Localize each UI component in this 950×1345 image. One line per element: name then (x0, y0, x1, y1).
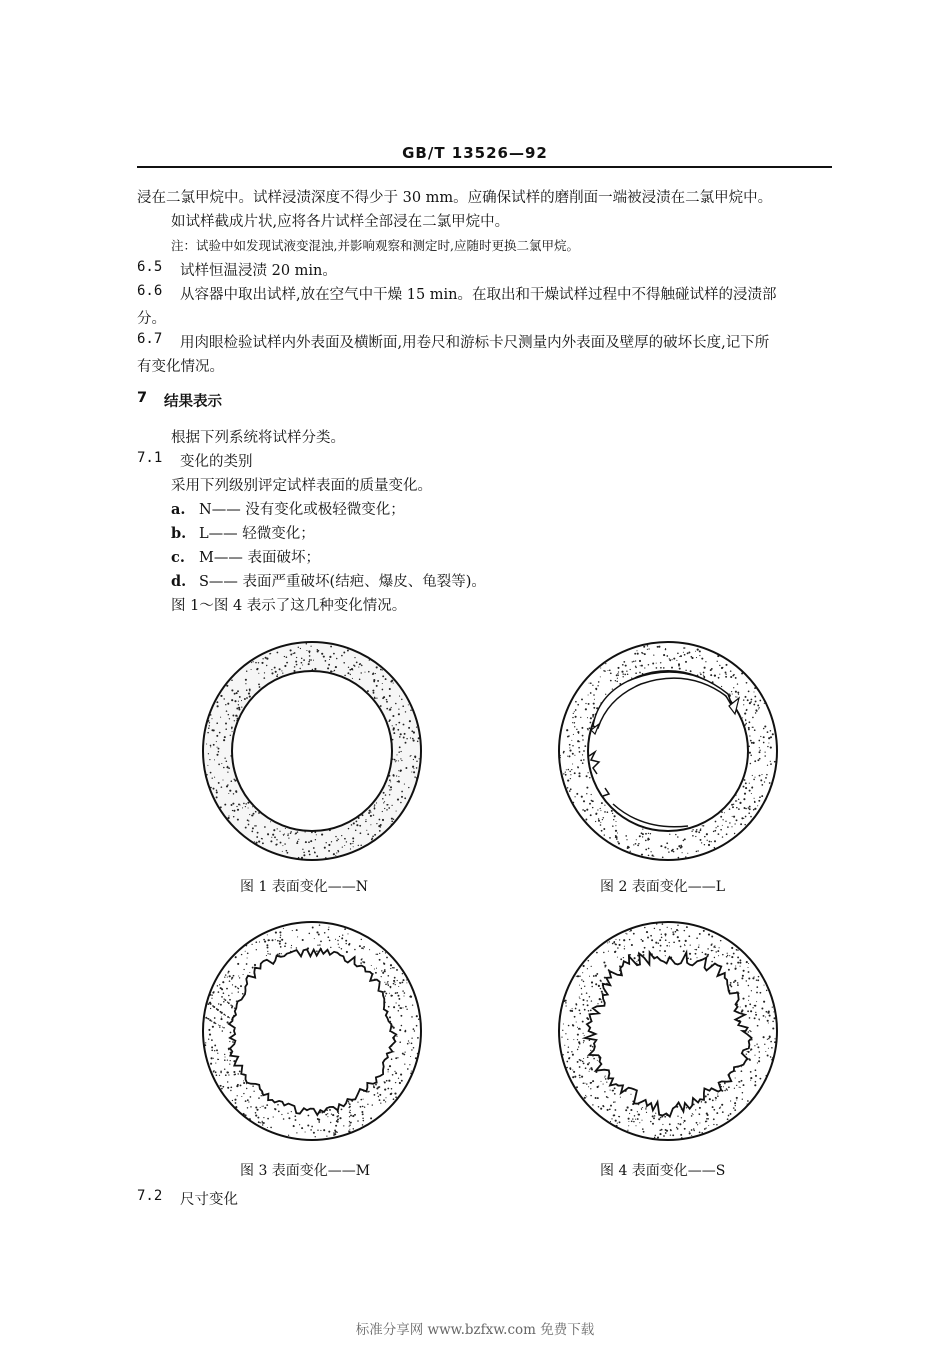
section-7-text: 根据下列系统将试样分类。 (171, 430, 345, 446)
list-item-text: N—— 没有变化或极轻微变化； (199, 502, 405, 518)
list-item-label: b. (171, 525, 187, 542)
figure-4-ring (553, 916, 783, 1146)
footer-watermark: 标准分享网 www.bzfxw.com 免费下载 (355, 1322, 595, 1338)
list-item-label: a. (171, 501, 186, 518)
section-6-6-text: 从容器中取出试样,放在空气中干燥 15 min。在取出和干燥试样过程中不得触碰试样的浸渍部 (180, 287, 777, 303)
section-7-title: 结果表示 (164, 394, 222, 410)
section-6-5-text: 试样恒温浸渍 20 min。 (180, 263, 337, 279)
section-7-2-title: 尺寸变化 (180, 1192, 238, 1208)
figure-4-damage (585, 952, 752, 1116)
section-6-6-text-cont: 分。 (137, 311, 166, 327)
section-7-1-title: 变化的类别 (180, 454, 253, 470)
figure-3-ring (197, 916, 427, 1146)
list-item-label: c. (171, 549, 185, 566)
list-item-text: L—— 轻微变化； (199, 526, 315, 542)
list-item-label: d. (171, 573, 187, 590)
figure-1-ring (197, 636, 427, 866)
list-item (171, 546, 320, 567)
section-7-2-number: 7.2 (137, 1188, 163, 1204)
section-6-7-text-cont: 有变化情况。 (137, 359, 224, 375)
standard-header: GB/T 13526—92 (402, 144, 548, 162)
list-item (171, 570, 486, 591)
list-item (171, 522, 315, 543)
body-line-1: 浸在二氯甲烷中。试样浸渍深度不得少于 30 mm。应确保试样的磨削面一端被浸渍在二氯甲烷中。 (137, 190, 773, 206)
list-item (171, 498, 405, 519)
figures-intro: 图 1～图 4 表示了这几种变化情况。 (171, 598, 407, 614)
figure-2-ring (553, 636, 783, 866)
figure-3-damage (229, 949, 396, 1115)
section-7-number: 7 (137, 390, 148, 406)
section-7-1-text: 采用下列级别评定试样表面的质量变化。 (171, 478, 432, 494)
section-6-6-number: 6.6 (137, 283, 163, 299)
section-7-1-number: 7.1 (137, 450, 163, 466)
section-6-7-number: 6.7 (137, 331, 163, 347)
list-item-text: M—— 表面破坏； (199, 550, 320, 566)
section-6-7-text: 用肉眼检验试样内外表面及横断面,用卷尺和游标卡尺测量内外表面及壁厚的破坏长度,记下所 (180, 335, 770, 351)
figure-4-caption: 图 4 表面变化——S (600, 1163, 726, 1179)
figure-2-caption: 图 2 表面变化——L (600, 879, 726, 895)
figure-3-caption: 图 3 表面变化——M (240, 1163, 371, 1179)
note: 注：试验中如发现试液变混浊,并影响观察和测定时,应随时更换二氯甲烷。 (171, 238, 579, 253)
body-line-2: 如试样截成片状,应将各片试样全部浸在二氯甲烷中。 (171, 214, 510, 230)
section-6-5-number: 6.5 (137, 259, 163, 275)
list-item-text: S—— 表面严重破坏(结疤、爆皮、龟裂等)。 (199, 574, 486, 590)
figure-1-caption: 图 1 表面变化——N (240, 879, 369, 895)
header-rule (137, 166, 832, 168)
